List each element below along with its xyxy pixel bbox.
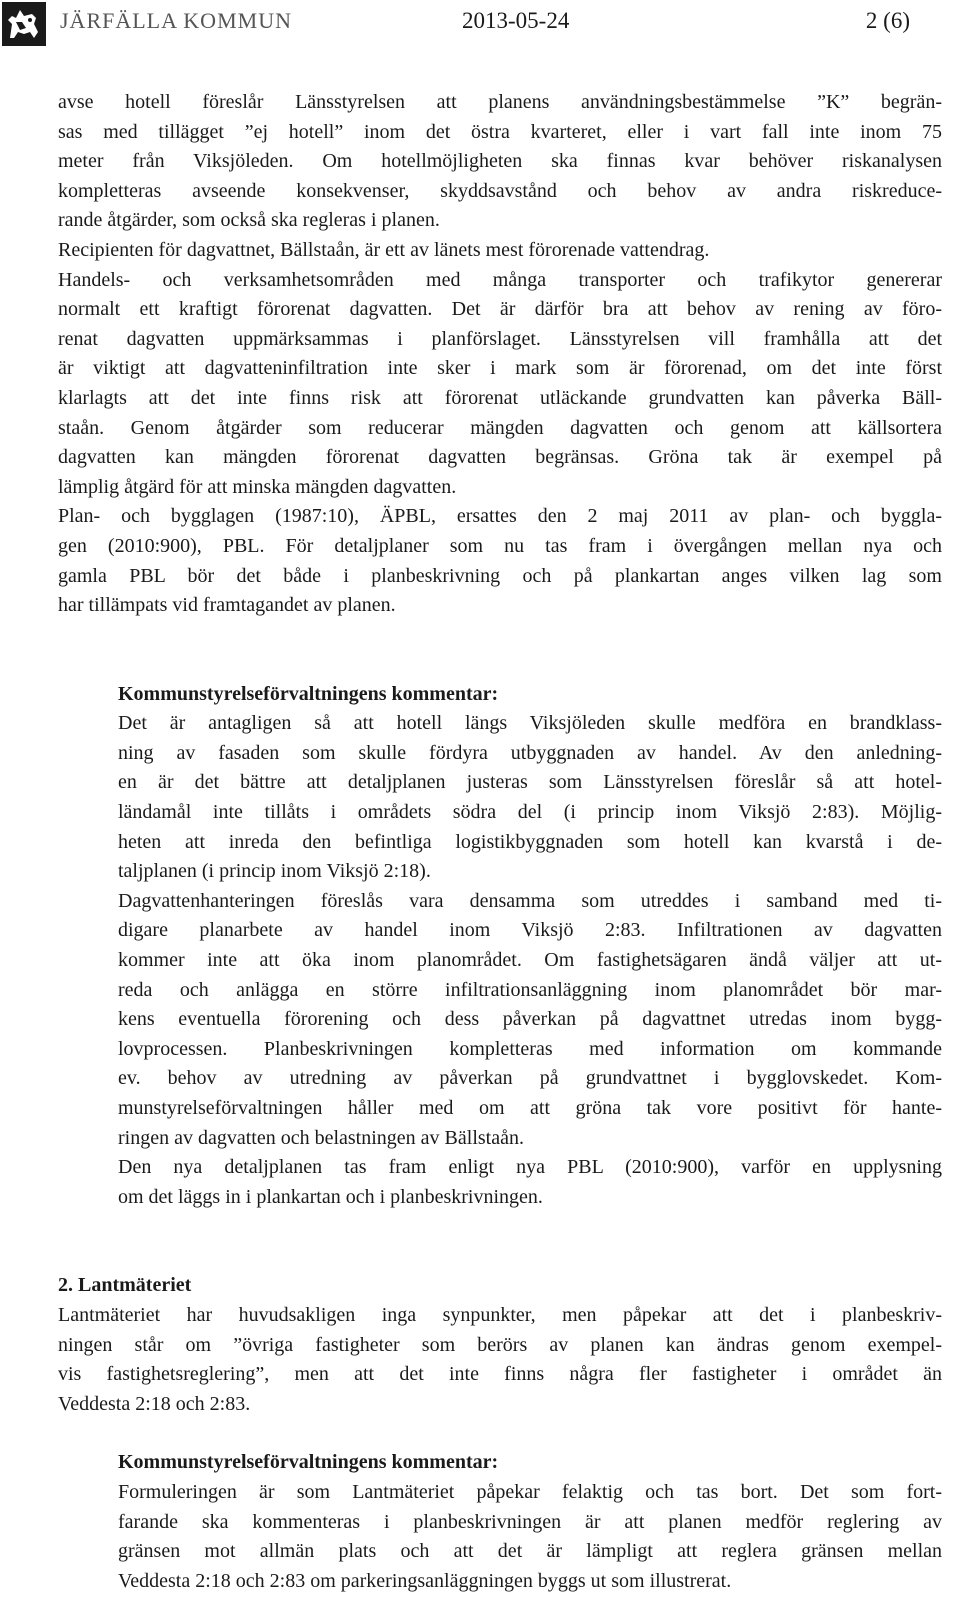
text-line: munstyrelseförvaltningen håller med om att gröna tak vore positivt för hante- [118, 1097, 942, 1119]
document-body [58, 88, 942, 1596]
text-line: gränsen mot allmän plats och att det är lämpligt att reglera gränsen mellan [118, 1540, 942, 1563]
text-line: gamla PBL bör det både i planbeskrivning och på plankartan anges vilken lag som [58, 564, 942, 587]
text-line: Plan- och bygglagen (1987:10), ÄPBL, ersattes den 2 maj 2011 av plan- och byggla- [58, 505, 942, 528]
page-number: 2 (6) [865, 8, 910, 33]
text-line: ningen står om ”övriga fastigheter som berörs av planen kan ändras genom exempel- [58, 1333, 942, 1356]
comment-heading: Kommunstyrelseförvaltningens kommentar: [118, 1451, 499, 1474]
text-line: klarlagts att det inte finns risk att förorenat utläckande grundvatten kan påverka Bäll- [58, 386, 942, 409]
text-line: normalt ett kraftigt förorenat dagvatten. Det är därför bra att behov av rening av föro- [58, 298, 942, 321]
text-line: digare planarbete av handel inom Viksjö 2:83. Infiltrationen av dagvatten [118, 919, 942, 942]
text-line: kommer inte att öka inom planområdet. Om fastighetsägaren ändå väljer att ut- [118, 949, 942, 972]
text-line: kens eventuella förorening och dess påverkan på dagvattnet utredas inom bygg- [118, 1008, 942, 1031]
text-line: är viktigt att dagvatteninfiltration inte sker i mark som är förorenad, om det inte först [58, 357, 942, 380]
text-line: sas med tillägget ”ej hotell” inom det östra kvarteret, eller i vart fall inte inom 75 [58, 120, 942, 143]
text-line: dagvatten kan mängden förorenat dagvatten begränsas. Gröna tak är exempel på [58, 446, 942, 469]
text-line: ländamål inte tillåts i områdets södra del (i princip inom Viksjö 2:83). Möjlig- [118, 801, 942, 824]
text-line: Recipienten för dagvattnet, Bällstaån, är ett av länets mest förorenade vattendrag. [58, 238, 710, 261]
text-line: reda och anlägga en större infiltrationsanläggning inom planområdet bör mar- [118, 978, 942, 1001]
text-line: taljplanen (i princip inom Viksjö 2:18). [118, 860, 431, 883]
text-line: lovprocessen. Planbeskrivningen kompletteras med information om kommande [118, 1037, 942, 1060]
text-line: Veddesta 2:18 och 2:83. [58, 1392, 251, 1415]
text-line: heten att inreda den befintliga logistikbyggnaden som hotell kan kvarstå i de- [118, 830, 942, 853]
text-line: en är det bättre att detaljplanen justeras som Länsstyrelsen föreslår så att hotel- [118, 771, 942, 794]
text-line: har tillämpats vid framtagandet av planen. [58, 594, 396, 617]
text-line: vis fastighetsreglering”, men att det inte finns några fler fastigheter i området än [58, 1363, 942, 1386]
text-line: Den nya detaljplanen tas fram enligt nya PBL (2010:900), varför en upplysning [118, 1156, 942, 1179]
text-line: ev. behov av utredning av påverkan på grundvattnet i bygglovskedet. Kom- [118, 1067, 942, 1090]
text-line: Dagvattenhanteringen föreslås vara densamma som utreddes i samband med ti- [118, 889, 942, 912]
text-line: Handels- och verksamhetsområden med många transporter och trafikytor genererar [58, 268, 942, 291]
comment-heading: Kommunstyrelseförvaltningens kommentar: [118, 682, 499, 705]
document-date: 2013-05-24 [462, 8, 570, 33]
text-line: ringen av dagvatten och belastningen av Bällstaån. [118, 1126, 524, 1149]
text-line: staån. Genom åtgärder som reducerar mängden dagvatten och genom att källsortera [58, 416, 942, 439]
text-line: Veddesta 2:18 och 2:83 om parkeringsanläggningen byggs ut som illustrerat. [118, 1569, 732, 1592]
text-line: Lantmäteriet har huvudsakligen inga synpunkter, men påpekar att det i planbeskriv- [58, 1303, 942, 1326]
comment-text [118, 1478, 942, 1596]
text-line: avse hotell föreslår Länsstyrelsen att planens användningsbestämmelse ”K” begrän- [58, 91, 942, 113]
section-lantmateriet-text [58, 1301, 942, 1419]
page-header [0, 0, 960, 50]
text-line: meter från Viksjöleden. Om hotellmöjligheten ska finnas kvar behöver riskanalysen [58, 150, 942, 173]
text-line: lämplig åtgärd för att minska mängden dagvatten. [58, 475, 457, 498]
text-line: kompletteras avseende konsekvenser, skyddsavstånd och behov av andra riskreduce- [58, 179, 942, 202]
text-line: renat dagvatten uppmärksammas i planförslaget. Länsstyrelsen vill framhålla att det [58, 327, 942, 350]
comment-text [118, 709, 942, 1212]
organization-name: JÄRFÄLLA KOMMUN [60, 8, 292, 33]
text-line: Formuleringen är som Lantmäteriet påpekar felaktig och tas bort. Det som fort- [118, 1480, 942, 1503]
text-line: om det läggs in i plankartan och i planbeskrivningen. [118, 1185, 543, 1208]
text-line: ning av fasaden som skulle fördyra utbyggnaden av handel. Av den anledning- [118, 741, 942, 764]
text-line: gen (2010:900), PBL. För detaljplaner som nu tas fram i övergången mellan nya och [58, 534, 942, 557]
jarfalla-coat-of-arms-icon [2, 2, 46, 46]
section-lansstyrelsen-text [58, 88, 942, 621]
text-line: Det är antagligen så att hotell längs Viksjöleden skulle medföra en brandklass- [118, 712, 942, 735]
text-line: farande ska kommenteras i planbeskrivningen är att planen medför reglering av [118, 1510, 942, 1533]
section-heading-lantmateriet: 2. Lantmäteriet [58, 1274, 192, 1297]
text-line: rande åtgärder, som också ska regleras i planen. [58, 209, 440, 232]
